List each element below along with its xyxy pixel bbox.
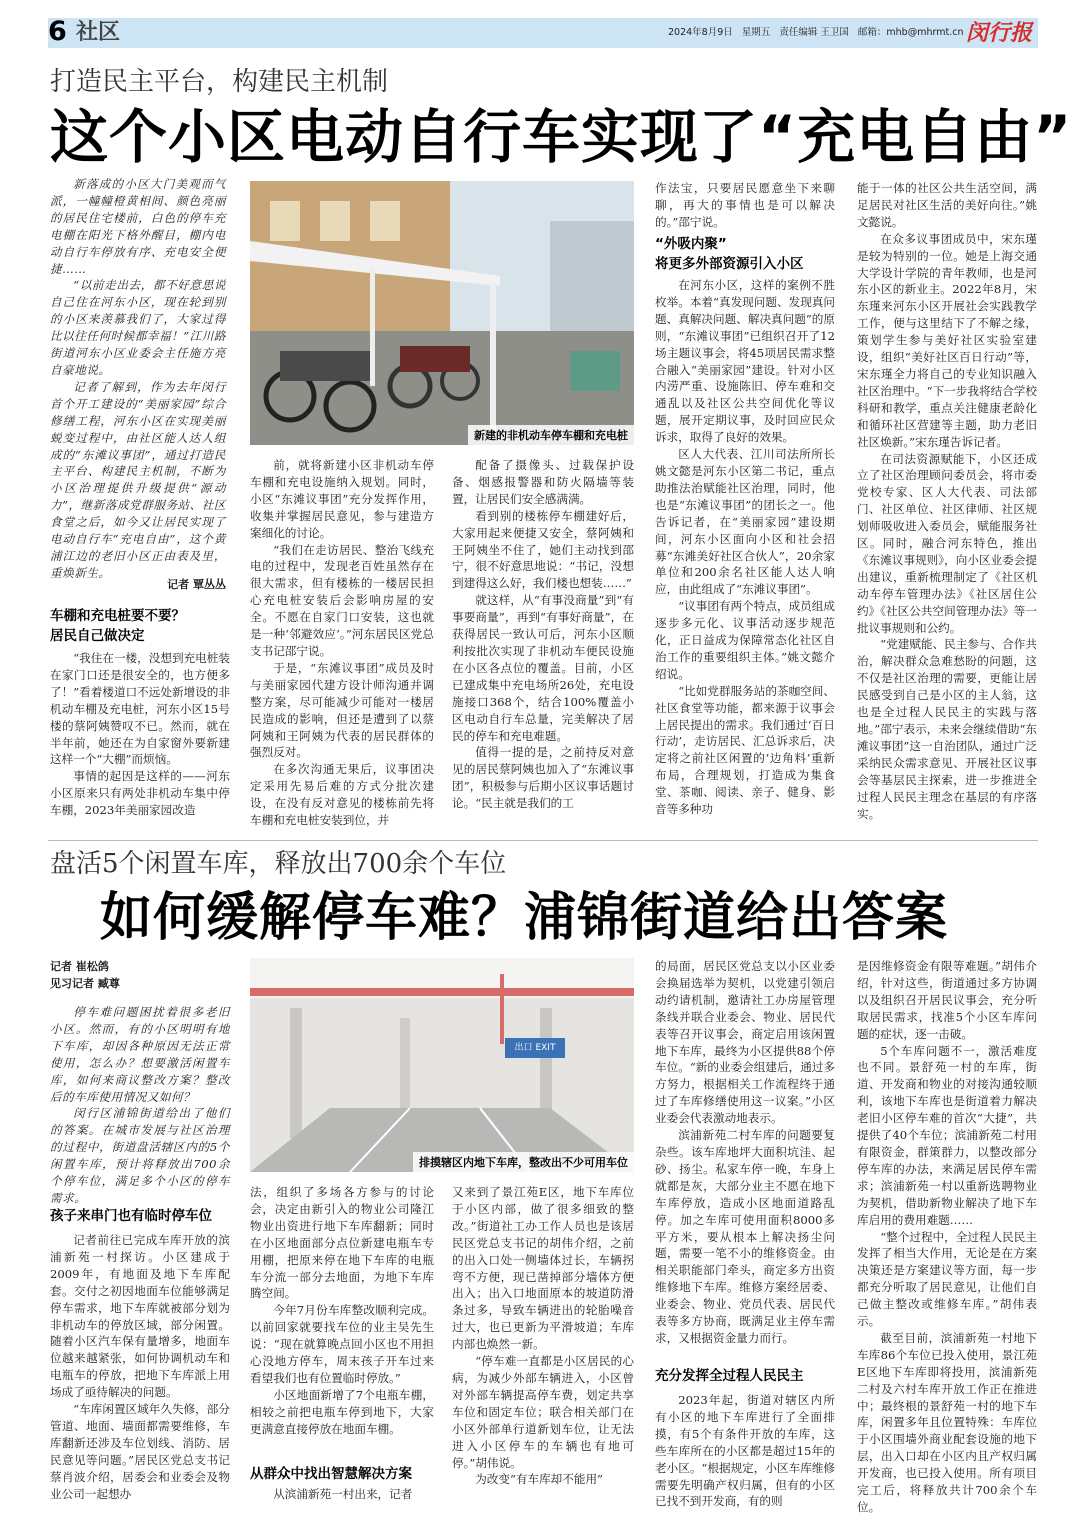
exit-sign-en: EXIT xyxy=(535,1043,556,1053)
lede-paragraph: 闵行区浦锦街道给出了他们的答案。在城市发展与社区治理的过程中，街道盘活辖区内的5个闲置车库，预计将释放出700余个停车位，满足多个小区的停车需求。 xyxy=(50,1106,230,1205)
reporter-credit: 记者 崔松鸽 xyxy=(50,960,109,973)
bike-shed-illustration xyxy=(250,181,634,445)
lede-paragraph: 停车难问题困扰着很多老旧小区。然而，有的小区明明有地下车库，却因各种原因无法正常使用，怎么办？想要激活闲置车库，如何来商议整改方案？整改后的车库使用情况又如何？ xyxy=(50,1005,230,1104)
paragraph: 为改变“有车库却不能用” xyxy=(475,1472,603,1487)
photo-caption: 新建的非机动车停车棚和充电桩 xyxy=(468,425,634,445)
issue-date: 2024年8月9日 xyxy=(668,27,733,38)
subhead-line: 居民自己做决定 xyxy=(50,628,145,644)
subhead-line: 车棚和充电桩要不要？ xyxy=(50,608,185,624)
garage-illustration xyxy=(250,958,634,1172)
paragraph: 区人大代表、江川司法所所长姚文懿是河东小区第二书记，重点助推法治赋能社区治理，同时，他也是“东滩议事团”的团长之一。他告诉记者，在“美丽家园”建设期间，河东小区面向小区和社会招募“东滩美好社区合伙人”，20余家单位和200余名社区能人达人响应，由此组成了“东滩议事团”。 xyxy=(655,447,835,597)
paragraph: 值得一提的是，之前持反对意见的居民蔡阿姨也加入了“东滩议事团”，积极参与后期小区议事话题讨论。“民主就是我们的工 xyxy=(452,745,634,811)
lede-paragraph: 新落成的小区大门美观而气派，一幢幢橙黄相间、颜色亮丽的居民住宅楼前，白色的停车充电棚在阳光下格外醒目，棚内电动自行车停放有序、充电安全便捷…… xyxy=(50,177,226,276)
paragraph: 的局面，居民区党总支以小区业委会换届选举为契机，以党建引领启动约请机制，邀请社工办房屋管理条线并联合业委会、物业、居民代表等召开议事会，商定启用该闲置地下车库，最终为小区提供88个停车位。“新的业委会组建后，通过多方努力，根据相关工作流程终于通过了车库修缮使用这一议案。”小区业委会代表激动地表示。 xyxy=(655,959,835,1126)
story1-col3 xyxy=(452,457,634,829)
header-info xyxy=(668,18,978,48)
paragraph: 看到别的楼栋停车棚建好后，大家用起来便捷又安全，蔡阿姨和王阿姨坐不住了，她们主动找到邵宁，很不好意思地说：“书记，没想到建得这么好，我们楼也想装……” xyxy=(452,508,634,591)
paragraph: 在多次沟通无果后，议事团决定采用先易后难的方式分批次建设，在没有反对意见的楼栋前先将车棚和充电桩安装到位，并 xyxy=(250,762,434,828)
paragraph: 在河东小区，这样的案例不胜枚举。本着“真发现问题、发现真问题、真解决问题、解决真问题”的原则，“东滩议事团”已组织召开了12场主题议事会，将45项居民需求整合融入“美丽家园”建设。针对小区内涝严重、设施陈旧、停车难和交通乱以及社区公共空间优化等议题，展开定期议事，及时回应民众诉求，取得了良好的效果。 xyxy=(655,278,835,445)
story1-lede xyxy=(50,176,226,580)
intern-credit: 见习记者 臧尊 xyxy=(50,977,120,990)
story1-subhead-1 xyxy=(50,606,230,646)
garage-photo xyxy=(250,958,634,1172)
bike-shed-photo xyxy=(250,181,634,445)
subhead-line: “外吸内聚” xyxy=(655,236,727,252)
paragraph: 在众多议事团成员中，宋东瑾是较为特别的一位。她是上海交通大学设计学院的青年教师，也是河东小区的新业主。2022年8月，宋东瑾来河东小区开展社会实践教学工作，便与这里结下了不解之缘，策划学生参与美好社区实验室建设，组织“美好社区百日行动”等，宋东瑾全力将自己的专业知识融入社区治理中。“下一步我将结合学校科研和教学，重点关注健康老龄化和循环社区营建等主题，助力老旧社区焕新。”宋东瑾告诉记者。 xyxy=(857,231,1037,449)
newspaper-logo: 闵行报 xyxy=(965,20,1032,46)
paragraph: “车库闲置区域年久失修，部分管道、地面、墙面都需要维修，车库翻新还涉及车位划线、消防、居民意见等问题。”居民区党总支书记蔡肖波介绍，居委会和业委会及物业公司一起想办 xyxy=(50,1402,230,1501)
story2-col2 xyxy=(250,1184,434,1454)
paragraph: 从滨浦新苑一村出来，记者 xyxy=(273,1487,413,1501)
paragraph: 作法宝，只要居民愿意坐下来聊聊，再大的事情也是可以解决的。”邵宁说。 xyxy=(655,181,835,229)
paragraph: “停车难一直都是小区居民的心病，为减少外部车辆进入，小区曾对外部车辆提高停车费，划定共享车位和固定车位；联合相关部门在小区外部单行道新划车位，让无法进入小区停车的车辆也有地可停。”胡伟说。 xyxy=(452,1354,634,1470)
story1-kicker: 打造民主平台，构建民主机制 xyxy=(50,67,389,97)
story2-subhead-1: 孩子来串门也有临时停车位 xyxy=(50,1208,212,1224)
story-divider xyxy=(48,840,1038,841)
story2-lede xyxy=(50,1004,230,1205)
story2-subhead-3: 充分发挥全过程人民民主 xyxy=(655,1368,804,1384)
story2-col4 xyxy=(655,958,835,1362)
story2-credits xyxy=(50,958,240,992)
story2-col1 xyxy=(50,1232,230,1502)
paragraph: “党建赋能、民主参与、合作共治，解决群众急难愁盼的问题，这不仅是社区治理的需要，更能让居民感受到自己是小区的主人翁，这也是全过程人民民主的实践与落地。”邵宁表示，未来会继续借助“东滩议事团”这一自治团队，通过广泛采纳民众需求意见、开展社区议事会等基层民主探索，进一步推进全过程人民民主理念在基层的有序落实。 xyxy=(857,637,1037,821)
paragraph: 能于一体的社区公共生活空间，满足居民对社区生活的美好向往。”姚文懿说。 xyxy=(857,181,1037,229)
paragraph: “比如党群服务站的茶咖空间、社区食堂等功能，都来源于议事会上居民提出的需求。我们通过‘百日行动’，走访居民、汇总诉求后，决定将之前社区闲置的‘边角料’重新布局，合理规划，打造成为集食堂、茶咖、阅读、亲子、健身、影音等多种功 xyxy=(655,683,835,817)
paragraph: “我们在走访居民、整治飞线充电的过程中，发现老百姓虽然存在很大需求，但有楼栋的一楼居民担心充电桩安装后会影响房屋的安全。不愿在自家门口安装，这也就是一种‘邻避效应’。”河东居民区党总支书记邵宁说。 xyxy=(250,542,434,658)
story1-col5 xyxy=(857,180,1037,830)
paragraph: 前，就将新建小区非机动车停车棚和充电设施纳入规划。同时，小区“东滩议事团”充分发挥作用，收集并掌握居民意见，参与建造方案细化的讨论。 xyxy=(250,458,434,540)
section-name: 社区 xyxy=(76,20,121,45)
story2-headline: 如何缓解停车难？浦锦街道给出答案 xyxy=(100,888,949,948)
issue-weekday: 星期五 xyxy=(741,27,771,38)
lede-paragraph: “以前走出去，都不好意思说自己住在河东小区，现在轮到别的小区来羡慕我们了，大家过得比以往任何时候都幸福！”江川路街道河东小区业委会主任施方亮自豪地说。 xyxy=(50,278,226,377)
paragraph: 记者前往已完成车库开放的滨浦新苑一村探访。小区建成于2009年，有地面及地下车库配套。交付之初因地面车位能够满足停车需求，地下车库就被部分划为非机动车的停放区域，部分闲置。随着小区汽车保有量增多，地面车位越来越紧张，如何协调机动车和电瓶车的停放，把地下车库派上用场成了亟待解决的问题。 xyxy=(50,1233,230,1400)
editor: 责任编辑 王卫国 xyxy=(779,27,849,38)
paragraph: 又来到了景江苑E区，地下车库位于小区内部，做了很多细致的整改。”街道社工办工作人员也是该居民区党总支书记的胡伟介绍，之前的出入口处一侧墙体过长，车辆拐弯不方便，现已凿掉部分墙体方便出入；出入口地面原本的坡道防滑条过多，导致车辆进出的轮胎噪音过大，也已更新为平滑坡道；车库内部也焕然一新。 xyxy=(452,1185,634,1352)
story1-col1 xyxy=(50,650,230,830)
paragraph: 在司法资源赋能下，小区还成立了社区治理顾问委员会，将市委党校专家、区人大代表、司法部门、社区单位、社区律师、社区规划师吸收进入委员会，赋能服务社区。同时，融合河东特色，推出《东滩议事规则》，向小区业委会提出建议，重新梳理制定了《社区机动车停车管理办法》《社区居住公约》《社区公共空间管理办法》等一批议事规则和公约。 xyxy=(857,451,1037,635)
paragraph: “议事团有两个特点，成员组成逐步多元化、议事活动逐步规范化，正日益成为保障常态化社区自治工作的重要组织主体。”姚文懿介绍说。 xyxy=(655,599,835,681)
paragraph: 于是，“东滩议事团”成员及时与美丽家园代建方设计师沟通并调整方案，尽可能减少可能对一楼居民造成的影响，但还是遭到了以蔡阿姨和王阿姨为代表的居民群体的强烈反对。 xyxy=(250,660,434,760)
story1-subhead-2 xyxy=(655,234,835,274)
paragraph: “我住在一楼，没想到充电桩装在家门口还是很安全的，也方便多了！”看着楼道口不远处新增设的非机动车棚及充电桩，河东小区15号楼的蔡阿姨赞叹不已。然而，就在半年前，她还在为自家窗外要新建这样一个“大棚”而烦恼。 xyxy=(50,651,230,767)
subhead-line: 将更多外部资源引入小区 xyxy=(655,256,804,272)
paragraph: 截至目前，滨浦新苑一村地下车库86个车位已投入使用，景江苑E区地下车库即将投用，滨浦新苑二村及六村车库开放工作正在推进中；最终根的景舒苑一村的地下车库，闲置多年且位置特殊：车库位于小区围墙外商业配套设施的地下层，出入口却在小区内且产权归属开发商，也已投入使用。所有项目完工后，将释放共计700余个车位。 xyxy=(857,1330,1037,1514)
paragraph: 小区地面新增了7个电瓶车棚，相较之前把电瓶车停到地下，大家更满意直接停放在地面车棚。 xyxy=(250,1387,434,1436)
exit-sign xyxy=(507,1040,563,1056)
story1-headline: 这个小区电动自行车实现了“充电自由” xyxy=(50,103,1073,171)
story2-col5 xyxy=(857,958,1037,1514)
story2-subhead-2: 从群众中找出智慧解决方案 xyxy=(250,1466,412,1482)
story1-col2 xyxy=(250,457,434,829)
paragraph: 就这样，从“有事没商量”到“有事要商量”，再到“有事好商量”，在获得居民一致认可后，河东小区顺利按批次实现了非机动车便民设施在小区各点位的覆盖。目前，小区已建成集中充电场所26处，充电设施接口368个，结合100%覆盖小区电动自行车总量，完美解决了居民的停车和充电难题。 xyxy=(452,593,634,743)
lede-paragraph: 记者了解到，作为去年闵行首个开工建设的“美丽家园”综合修缮工程，河东小区在实现美丽蜕变过程中，由社区能人达人组成的“东滩议事团”，通过打造民主平台、构建民主机制，不断为小区治理提供升级提供“源动力”，继新落成党群服务站、社区食堂之后，如今又让居民实现了电动自行车“充电自由”，这个黄浦江边的老旧小区正由表及里，重焕新生。 xyxy=(50,379,226,580)
story2-kicker: 盘活5个闲置车库，释放出700余个车位 xyxy=(50,849,507,879)
email: 邮箱：mhb@mhrmt.cn xyxy=(857,27,964,38)
paragraph: 2023年起，街道对辖区内所有小区的地下车库进行了全面排摸，有5个有条件开放的车库，这些车库所在的小区都是超过15年的老小区。“根据规定，小区车库维修需要先明确产权归属，但有的小区已找不到开发商，有的则 xyxy=(655,1393,835,1509)
story1-col4 xyxy=(655,277,835,829)
story1-byline: 记者 覃丛丛 xyxy=(167,578,226,591)
page-number: 6 xyxy=(48,16,67,47)
paragraph: 配备了摄像头、过载保护设备、烟感报警器和防火隔墙等装置，让居民们安全感满满。 xyxy=(452,458,634,506)
page-header xyxy=(48,18,1038,48)
paragraph: 滨浦新苑二村车库的问题要复杂些。该车库地坪大面积坑洼、起砂、扬尘。私家车停一晚，车身上就都是灰，大部分业主不愿在地下车库停放，造成小区地面道路乱停。加之车库可使用面积8000多平方米，要从根本上解决扬尘问题，需要一笔不小的维修资金。由相关职能部门牵头，商定多方出资维修地下车库。维修方案经居委、业委会、物业、党员代表、居民代表等多方协商，既满足业主停车需求，又根据资金量力而行。 xyxy=(655,1128,835,1345)
paragraph: 今年7月份车库整改顺利完成。以前回家就要找车位的业主吴先生说：“现在就算晚点回小区也不用担心没地方停车，周末孩子开车过来看望我们也有位置临时停放。” xyxy=(250,1303,434,1385)
paragraph: 是因维修资金有限等难题。”胡伟介绍，针对这些，街道通过多方协调以及组织召开居民议事会，充分听取居民需求，找准5个小区车库问题的症状，逐一击破。 xyxy=(857,959,1037,1041)
photo-caption: 排摸辖区内地下车库，整改出不少可用车位 xyxy=(413,1152,634,1172)
paragraph: “整个过程中，全过程人民民主发挥了相当大作用，无论是在方案决策还是方案建议等方面，每一步都充分听取了居民意见，让他们自己做主整改或维修车库。”胡伟表示。 xyxy=(857,1229,1037,1329)
story2-col3 xyxy=(452,1184,634,1504)
exit-sign-text: 出口 xyxy=(514,1043,533,1053)
paragraph: 事情的起因是这样的——河东小区原来只有两处非机动车集中停车棚，2023年美丽家园改造 xyxy=(50,769,230,818)
paragraph: 法，组织了多场各方参与的讨论会，决定由新引入的物业公司隆江物业出资进行地下车库翻新；同时在小区地面部分点位新建电瓶车专用棚，把原来停在地下车库的电瓶车分流一部分去地面，为地下车库腾空间。 xyxy=(250,1185,434,1301)
story2-col2-tail xyxy=(250,1486,434,1504)
story1-col4-top xyxy=(655,180,835,230)
story2-col4-tail xyxy=(655,1392,835,1509)
paragraph: 5个车库问题不一，激活难度也不同。景舒苑一村的车库，街道、开发商和物业的对接沟通较顺利，该地下车库也是街道着力解决老旧小区停车难的首次“大捷”，共提供了40个车位；滨浦新苑二村用有限资金，群策群力，以整改部分停车库的办法，来满足居民停车需求；滨浦新苑一村以重新选聘物业为契机，借助新物业解决了地下车库启用的费用难题…… xyxy=(857,1043,1037,1227)
